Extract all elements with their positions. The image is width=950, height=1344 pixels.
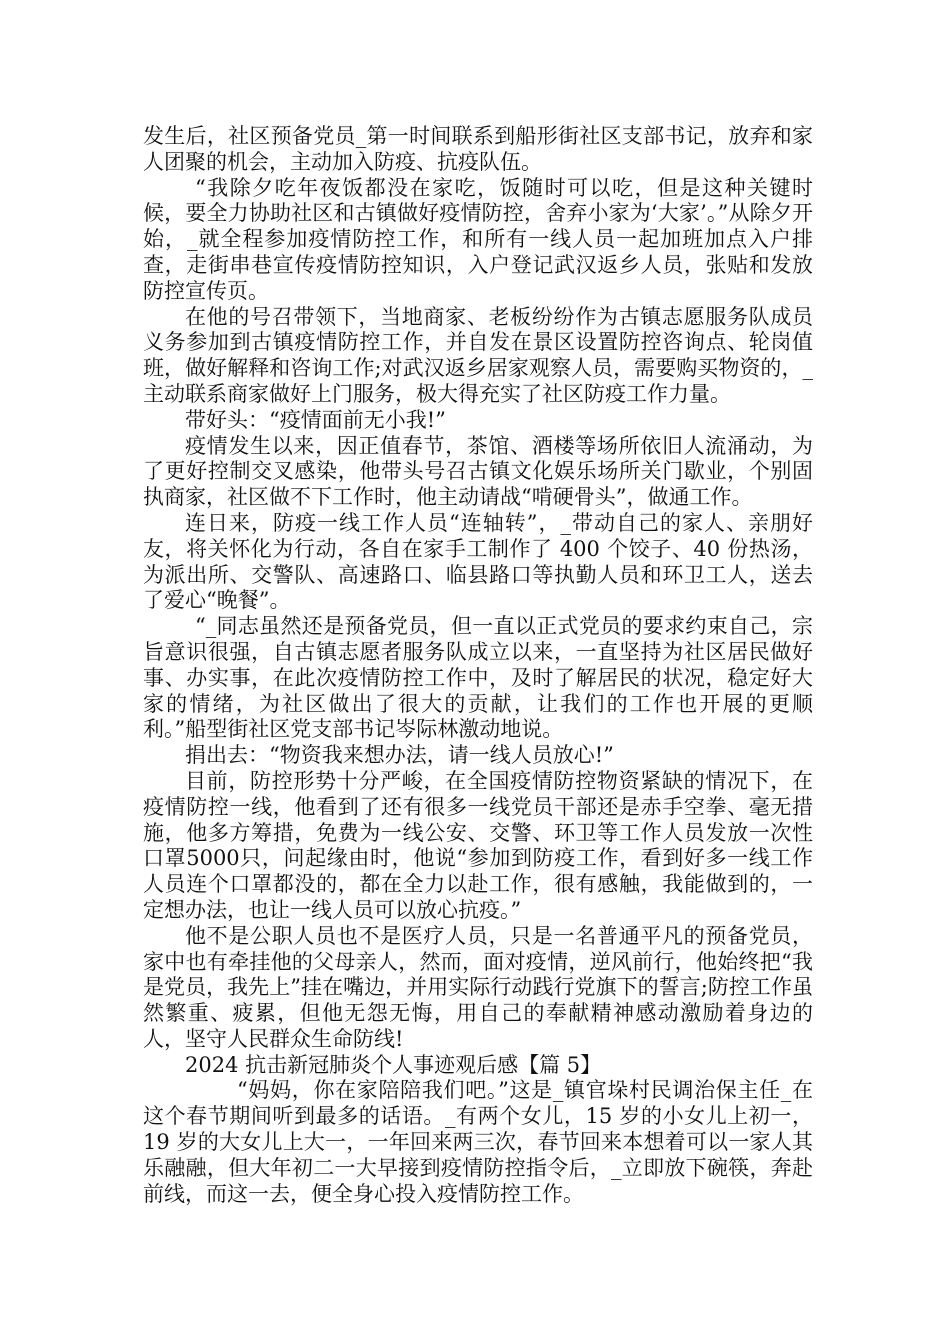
- paragraph-4: 疫情发生以来，因正值春节，茶馆、酒楼等场所依旧人流涌动，为了更好控制交叉感染，他带头号召古镇文化娱乐场所关门歇业，个别固执商家，社区做不下工作时，他主动请战“啃硬骨头”，做通工作。: [143, 433, 813, 510]
- paragraph-6: “_同志虽然还是预备党员，但一直以正式党员的要求约束自己，宗旨意识很强，自古镇志愿者服务队成立以来，一直坚持为社区居民做好事、办实事，在此次疫情防控工作中，及时了解居民的状况，稳定好大家的情绪，为社区做出了很大的贡献，让我们的工作也开展的更顺利。”船型街社区党支部书记岑际林激动地说。: [143, 614, 813, 742]
- paragraph-3: 在他的号召带领下，当地商家、老板纷纷作为古镇志愿服务队成员义务参加到古镇疫情防控工作，并自发在景区设置防控咨询点、轮岗值班，做好解释和咨询工作;对武汉返乡居家观察人员，需要购买物资的，_主动联系商家做好上门服务，极大得充实了社区防疫工作力量。: [143, 304, 813, 406]
- document-body: [143, 124, 813, 1207]
- paragraph-8: 他不是公职人员也不是医疗人员，只是一名普通平凡的预备党员，家中也有牵挂他的父母亲人，然而，面对疫情，逆风前行，他始终把“我是党员，我先上”挂在嘴边，并用实际行动践行党旗下的誓言;防控工作虽然繁重、疲累，但他无怨无悔，用自己的奉献精神感动激励着身边的人，坚守人民群众生命防线!: [143, 923, 813, 1051]
- paragraph-2: “我除夕吃年夜饭都没在家吃，饭随时可以吃，但是这种关键时候，要全力协助社区和古镇做好疫情防控，舍弃小家为‘大家’。”从除夕开始，_就全程参加疫情防控工作，和所有一线人员一起加班加点入户排查，走街串巷宣传疫情防控知识，入户登记武汉返乡人员，张贴和发放防控宣传页。: [143, 175, 813, 303]
- paragraph-7: 目前，防控形势十分严峻，在全国疫情防控物资紧缺的情况下，在疫情防控一线，他看到了还有很多一线党员干部还是赤手空拳、毫无措施，他多方筹措，免费为一线公安、交警、环卫等工作人员发放一次性口罩5000只，问起缘由时，他说“参加到防疫工作，看到好多一线工作人员连个口罩都没的，都在全力以赴工作，很有感触，我能做到的，一定想办法，也让一线人员可以放心抗疫。”: [143, 768, 813, 922]
- section-heading-donate: 捐出去：“物资我来想办法，请一线人员放心!”: [185, 743, 614, 768]
- section-heading-lead: 带好头：“疫情面前无小我!”: [185, 407, 446, 432]
- paragraph-5: 连日来，防疫一线工作人员“连轴转”，_带动自己的家人、亲朋好友，将关怀化为行动，各自在家手工制作了 400 个饺子、40 份热汤，为派出所、交警队、高速路口、临县路口等执勤人员和环卫工人，送去了爱心“晚餐”。: [143, 510, 813, 613]
- paragraph-9: “妈妈，你在家陪陪我们吧。”这是_镇官垛村民调治保主任_在这个春节期间听到最多的话语。_有两个女儿，15 岁的小女儿上初一，19 岁的大女儿上大一，一年回来两三次，春节回来本想着可以一家人其乐融融，但大年初二一大早接到疫情防控指令后，_立即放下碗筷，奔赴前线，而这一去，便全身心投入疫情防控工作。: [143, 1078, 813, 1206]
- article-title-part-5: 2024 抗击新冠肺炎个人事迹观后感【篇 5】: [185, 1052, 602, 1077]
- paragraph-1: 发生后，社区预备党员_第一时间联系到船形街社区支部书记，放弃和家人团聚的机会，主动加入防疫、抗疫队伍。: [143, 124, 813, 174]
